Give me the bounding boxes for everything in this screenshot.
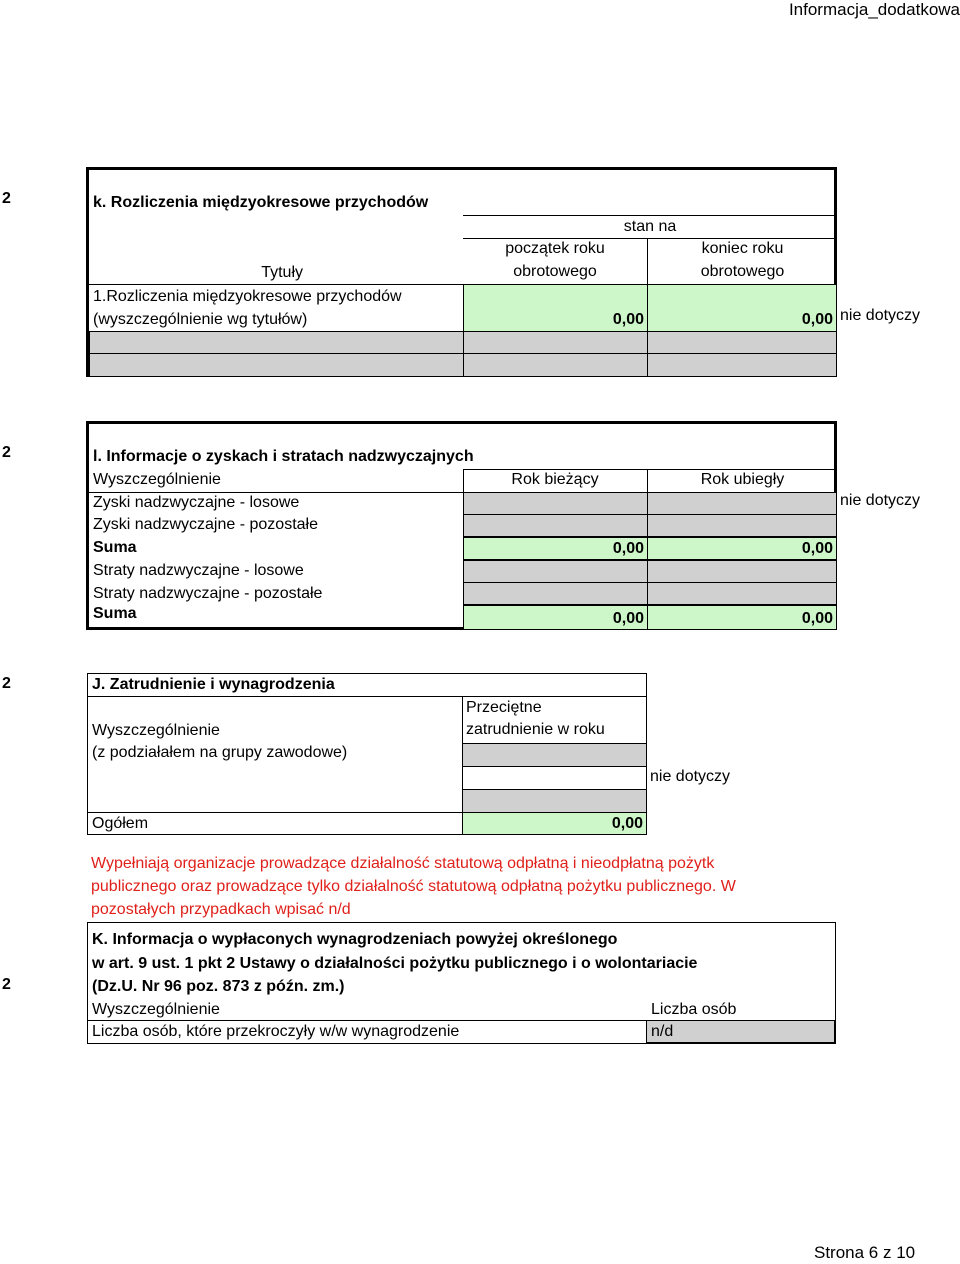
input-cell[interactable] xyxy=(647,582,837,605)
accruals-table xyxy=(86,167,837,377)
sum-cell[interactable] xyxy=(647,605,837,630)
col-avg-line2: zatrudnienie w roku xyxy=(466,721,605,738)
section-title-line: (Dz.U. Nr 96 poz. 873 z późn. zm.) xyxy=(92,978,345,995)
count-value: n/d xyxy=(651,1023,674,1040)
section-number: 2 xyxy=(2,190,11,207)
section-title: J. Zatrudnienie i wynagrodzenia xyxy=(92,676,335,693)
col-current: Rok bieżący xyxy=(511,471,599,488)
section-number: 2 xyxy=(2,976,11,993)
salary-table xyxy=(87,922,836,1044)
not-applicable-note: nie dotyczy xyxy=(650,768,731,785)
count-cell[interactable] xyxy=(646,1020,835,1043)
sum-cell[interactable] xyxy=(463,605,648,630)
input-cell[interactable] xyxy=(647,514,837,537)
gray-cell[interactable] xyxy=(647,353,837,377)
row-label-line2: (wyszczególnienie wg tytułów) xyxy=(93,311,308,328)
section-title-line: w art. 9 ust. 1 pkt 2 Ustawy o działalności pożytku publicznego i o wolontariacie xyxy=(92,955,698,972)
section-title-line: K. Informacja o wypłaconych wynagrodzeniach powyżej określonego xyxy=(92,931,618,948)
sum-current: 0,00 xyxy=(612,610,644,627)
not-applicable-note: nie dotyczy xyxy=(840,307,921,324)
gray-cell xyxy=(89,331,464,354)
empty-cell[interactable] xyxy=(462,766,647,790)
instruction-line: publicznego oraz prowadzące tylko działalność statutową odpłatną pożytku publicznego. W xyxy=(91,878,736,895)
value-end-cell[interactable] xyxy=(647,284,837,332)
input-cell[interactable] xyxy=(462,789,647,813)
input-cell[interactable] xyxy=(463,492,648,515)
sum-cell[interactable] xyxy=(647,537,837,560)
sum-cell[interactable] xyxy=(463,537,648,560)
col-start-line2: obrotowego xyxy=(513,263,597,280)
sum-prev: 0,00 xyxy=(801,540,833,557)
col-desc: Wyszczególnienie xyxy=(92,722,220,739)
instruction-line: Wypełniają organizacje prowadzące działalność statutową odpłatną i nieodpłatną pożytk xyxy=(91,855,715,872)
instruction-line: pozostałych przypadkach wpisać n/d xyxy=(91,901,351,918)
input-cell[interactable] xyxy=(647,560,837,583)
section-title: k. Rozliczenia międzyokresowe przychodów xyxy=(93,194,429,211)
section-number: 2 xyxy=(2,675,11,692)
col-start-line1: początek roku xyxy=(505,240,605,257)
col-end-line1: koniec roku xyxy=(701,240,784,257)
col-titles: Tytuły xyxy=(261,264,303,281)
gray-cell[interactable] xyxy=(647,331,837,354)
col-end-line2: obrotowego xyxy=(700,263,785,280)
sum-label: Suma xyxy=(93,605,137,622)
value-end: 0,00 xyxy=(801,311,833,328)
input-cell[interactable] xyxy=(463,560,648,583)
sum-current: 0,00 xyxy=(612,540,644,557)
total-value: 0,00 xyxy=(611,815,643,832)
row-label: Straty nadzwyczajne - pozostałe xyxy=(93,585,323,602)
total-cell[interactable] xyxy=(462,812,647,835)
gray-cell[interactable] xyxy=(463,353,648,377)
col-desc-sub: (z podziałałem na grupy zawodowe) xyxy=(92,744,348,761)
row-label: Straty nadzwyczajne - losowe xyxy=(93,562,304,579)
row-label: Zyski nadzwyczajne - pozostałe xyxy=(93,516,318,533)
stan-na-header: stan na xyxy=(623,218,677,235)
value-start: 0,00 xyxy=(612,311,644,328)
input-cell[interactable] xyxy=(462,743,647,767)
row-label-line1: 1.Rozliczenia międzyokresowe przychodów xyxy=(93,288,402,305)
page-number: Strona 6 z 10 xyxy=(814,1243,916,1262)
col-avg-line1: Przeciętne xyxy=(466,699,542,716)
gray-cell xyxy=(89,353,464,377)
extraordinary-table xyxy=(86,421,837,630)
value-start-cell[interactable] xyxy=(463,284,648,332)
input-cell[interactable] xyxy=(463,582,648,605)
sheet-name: Informacja_dodatkowa xyxy=(788,0,960,19)
row-label: Zyski nadzwyczajne - losowe xyxy=(93,494,300,511)
gray-cell[interactable] xyxy=(463,331,648,354)
col-prev: Rok ubiegły xyxy=(700,471,785,488)
sum-prev: 0,00 xyxy=(801,610,833,627)
col-desc: Wyszczególnienie xyxy=(93,471,221,488)
not-applicable-note: nie dotyczy xyxy=(840,492,921,509)
input-cell[interactable] xyxy=(463,514,648,537)
row-label: Liczba osób, które przekroczyły w/w wynagrodzenie xyxy=(92,1023,460,1040)
input-cell[interactable] xyxy=(647,492,837,515)
sum-label: Suma xyxy=(93,539,137,556)
employment-table xyxy=(87,673,647,835)
section-title: l. Informacje o zyskach i stratach nadzwyczajnych xyxy=(93,448,474,465)
col-count: Liczba osób xyxy=(651,1001,737,1018)
total-label: Ogółem xyxy=(92,815,149,832)
section-number: 2 xyxy=(2,444,11,461)
col-desc: Wyszczególnienie xyxy=(92,1001,220,1018)
